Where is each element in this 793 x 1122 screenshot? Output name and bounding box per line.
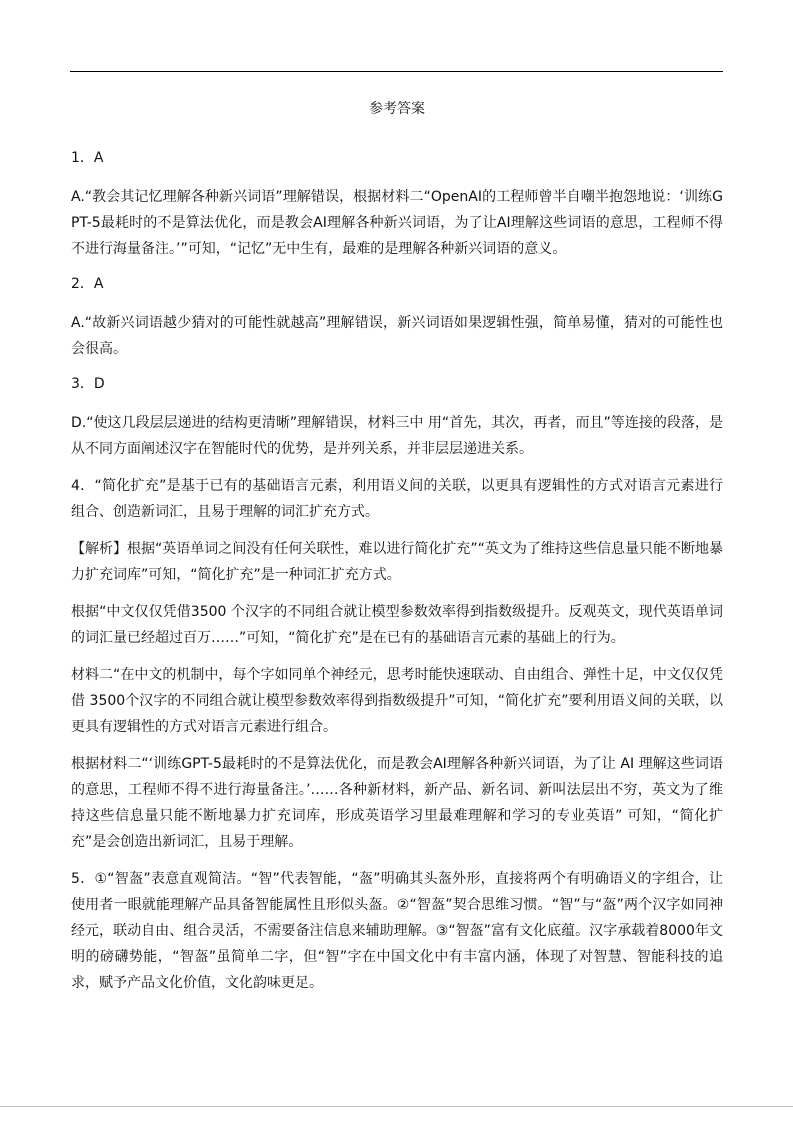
- footer-rule: [0, 1106, 793, 1107]
- answer-5: 5．①“智盔”表意直观简洁。“智”代表智能，“盔”明确其头盔外形，直接将两个有明确语义的字组合，让使用者一眼就能理解产品具备智能属性且形似头盔。②“智盔”契合思维习惯。“智”与“盔”两个汉字如同神经元，联动自由、组合灵活，不需要备注信息来辅助理解。③“智盔”富有文化底蕴。汉字承载着8000年文明的磅礴势能，“智盔”虽简单二字，但“智”字在中国文化中有丰富内涵，体现了对智慧、智能科技的追求，赋予产品文化价值，文化韵味更足。: [71, 871, 723, 991]
- explanation-2: A.“故新兴词语越少猜对的可能性就越高”理解错误，新兴词语如果逻辑性强，简单易懂，猜对的可能性也会很高。: [71, 315, 723, 357]
- answer-2: 2．A: [71, 276, 104, 292]
- answer-3: 3．D: [71, 376, 105, 392]
- explanation-3: D.“使这几段层层递进的结构更清晰”理解错误，材料三中 用“首先，其次，再者，而且”等连接的段落，是从不同方面阐述汉字在智能时代的优势，是并列关系，并非层层递进关系。: [71, 415, 723, 457]
- explanation-1: A.“教会其记忆理解各种新兴词语”理解错误，根据材料二“OpenAI的工程师曾半自嘲半抱怨地说：‘训练GPT-5最耗时的不是算法优化，而是教会AI理解各种新兴词语，为了让AI理解这些词语的意思，工程师不得不进行海量备注。’”可知，“记忆”无中生有，最难的是理解各种新兴词语的意义。: [71, 189, 723, 257]
- page-title: 参考答案: [369, 101, 425, 117]
- analysis-4-part-3: 根据材料二“‘训练GPT-5最耗时的不是算法优化，而是教会AI理解各种新兴词语，为了让 AI 理解这些词语的意思，工程师不得不进行海量备注。’……各种新材料，新产品、新名词、新叫法层出不穷，英文为了维持这些信息量只能不断地暴力扩充词库，形成英语学习里最难理解和学习的专业英语” 可知，“简化扩充”是会创造出新词汇，且易于理解。: [71, 756, 723, 850]
- analysis-4-part-1: 根据“中文仅仅凭借3500 个汉字的不同组合就让模型参数效率得到指数级提升。反观英文，现代英语单词的词汇量已经超过百万……”可知，“简化扩充”是在已有的基础语言元素的基础上的行为。: [71, 604, 723, 646]
- answer-content: [71, 98, 723, 1007]
- analysis-4-part-2: 材料二“在中文的机制中，每个字如同单个神经元，思考时能快速联动、自由组合、弹性十足，中文仅仅凭借 3500个汉字的不同组合就让模型参数效率得到指数级提升”可知，“简化扩充”要利用语义间的关联，以更具有逻辑性的方式对语言元素进行组合。: [71, 667, 723, 735]
- analysis-4-intro: 【解析】根据“英语单词之间没有任何关联性，难以进行简化扩充”“英文为了维持这些信息量只能不断地暴力扩充词库”可知，“简化扩充”是一种词汇扩充方式。: [71, 541, 723, 583]
- header-rule: [70, 71, 723, 72]
- answer-1: 1．A: [71, 150, 104, 166]
- answer-4: 4．“简化扩充”是基于已有的基础语言元素，利用语义间的关联，以更具有逻辑性的方式对语言元素进行组合、创造新词汇，且易于理解的词汇扩充方式。: [71, 478, 723, 520]
